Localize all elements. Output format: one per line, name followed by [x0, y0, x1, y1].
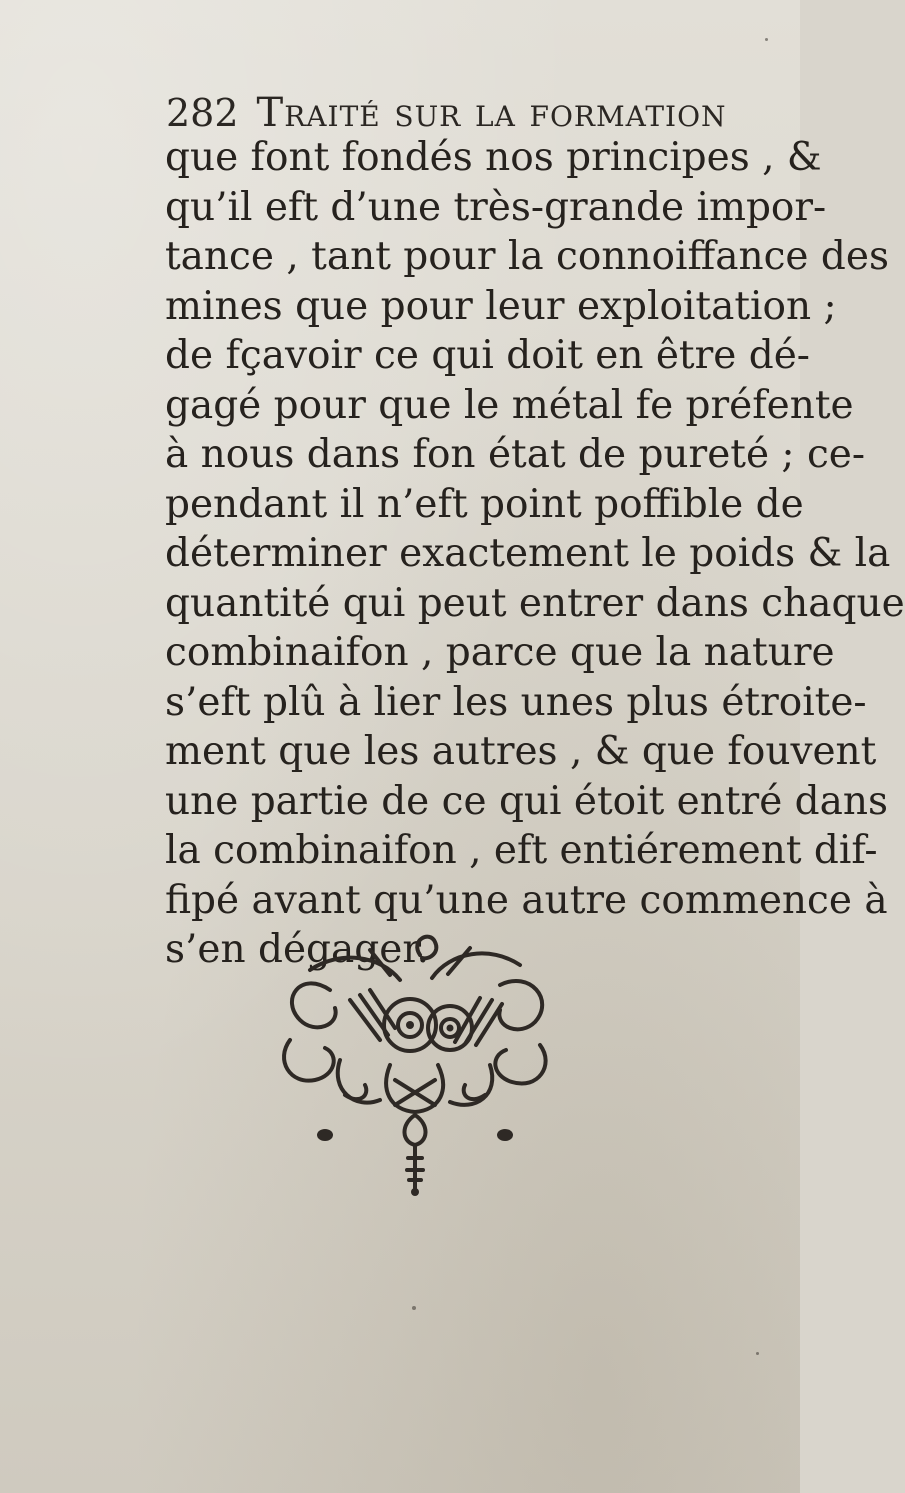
page-number: 282	[166, 91, 239, 135]
text-line: s’eft plû à lier les unes plus étroite-	[165, 679, 867, 725]
text-line: que font fondés nos principes , &	[165, 135, 822, 180]
running-title: Traité sur la formation	[256, 90, 727, 136]
text-line: combinaifon , parce que la nature	[165, 630, 835, 675]
text-line: pendant il n’eft point poffible de	[165, 481, 804, 527]
paper-speck	[756, 1352, 759, 1355]
text-line: fipé avant qu’une autre commence à	[165, 877, 888, 923]
text-line: tance , tant pour la connoiffance des	[165, 234, 889, 279]
text-line: mines que pour leur exploitation ;	[165, 283, 837, 329]
text-line: déterminer exactement le poids & la	[165, 531, 891, 576]
text-line: à nous dans fon état de pureté ; ce-	[165, 432, 866, 477]
paper-speck	[412, 1306, 416, 1310]
text-line: s’en dégager.	[165, 927, 430, 972]
body-text	[165, 133, 905, 975]
paper-speck	[765, 38, 768, 41]
text-line: de fçavoir ce qui doit en être dé-	[165, 333, 810, 378]
text-line: la combinaifon , eft entiérement dif-	[165, 828, 878, 873]
text-line: quantité qui peut entrer dans chaque	[165, 580, 905, 626]
text-line: ment que les autres , & que fouvent	[165, 729, 877, 774]
text-line: une partie de ce qui étoit entré dans	[165, 778, 889, 824]
text-line: qu’il eft d’une très-grande impor-	[165, 184, 827, 230]
text-line: gagé pour que le métal fe préfente	[165, 382, 854, 428]
floral-tailpiece-ornament-icon	[270, 930, 560, 1200]
